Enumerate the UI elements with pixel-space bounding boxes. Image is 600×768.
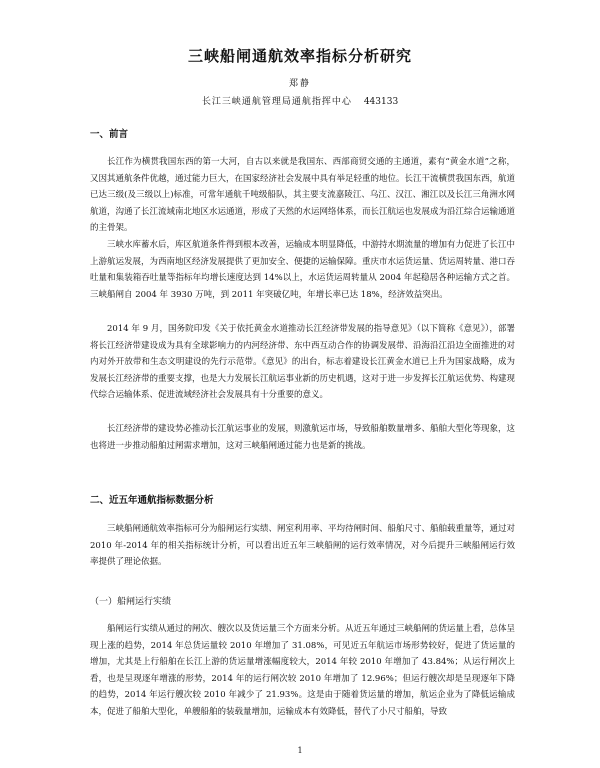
paper-title: 三峡船闸通航效率指标分析研究 xyxy=(187,47,412,65)
author-name: 郑静 xyxy=(288,79,311,89)
paragraph: 2014 年 9 月，国务院印发《关于依托黄金水道推动长江经济带发展的指导意见》（以下简称《意见》），部署将长江经济带建设成为具有全球影响力的内河经济带、东中西互动合作的协调发展带、沿海沿江沿边全面推进的对内对外开放带和生态文明建设的先行示范带。《意见》的出台，标志着建设长江黄金水道已上升为国家战略，成为发展长江经济带的重要支撑，也是大力发展长江航运事业新的历史机遇，这对于进一步发挥长江航运优势、构建现代综合运输体系、促进流域经济社会发展具有十分重要的意义。 xyxy=(90,324,516,401)
paragraph: 三峡水库蓄水后，库区航道条件得到根本改善，运输成本明显降低，中游持水期流量的增加有力促进了长江中上游航运发展，为西南地区经济发展提供了更加安全、便捷的运输保障。重庆市水运货运量、货运周转量、港口吞吐量和集装箱吞吐量等指标年均增长速度达到 14%以上，水运货运周转量从 2004 年起稳居各种运输方式之首。三峡船闸自 2004 年 3930 万吨，到 2011 年突破亿吨，年增长率已达 18%，经济效益突出。 xyxy=(90,240,516,300)
paragraph: 三峡船闸通航效率指标可分为船闸运行实绩、闸室利用率、平均待闸时间、船舶尺寸、船舶载重量等，通过对 2010 年-2014 年的相关指标统计分析，可以看出近五年三峡船闸的运行效率情况，对今后提升三峡船闸运行效率提供了理论依据。 xyxy=(90,524,516,568)
paragraph: 长江经济带的建设势必推动长江航运事业的发展，则激航运市场，导致船舶数量增多、船舶大型化等现象，这也将进一步推动船舶过闸需求增加，这对三峡船闸通过能力也是新的挑战。 xyxy=(90,424,516,451)
page-number: 1 xyxy=(297,746,303,755)
affiliation-line xyxy=(0,94,600,107)
paragraph: 船闸运行实绩从通过的闸次、艘次以及货运量三个方面来分析。从近五年通过三峡船闸的货运量上看，总体呈现上涨的趋势，2014 年总货运量较 2010 年增加了 31.08%，可见近五年航运市场形势较好，促进了货运量的增加，尤其是上行船舶在长江上游的货运量增涨幅度较大，2014 年较 2010 年增加了 43.84%；从运行闸次上看，也是呈现逐年增涨的形势，2014 年的运行闸次较 2010 年增加了 12.96%；但运行艘次却是呈现逐年下降的趋势，2014 年运行艘次较 2010 年减少了 21.93%。这是由于随着货运量的增加，航运企业为了降低运输成本，促进了船舶大型化，单艘船舶的装载量增加，运输成本有效降低，替代了小尺寸船舶，导致 xyxy=(90,624,516,717)
paragraph: 长江作为横贯我国东西的第一大河，自古以来就是我国东、西部商贸交通的主通道，素有“黄金水道”之称，又因其通航条件优越，通过能力巨大，在国家经济社会发展中具有举足轻重的地位。长江干流横贯我国东西，航道已达三级(及三级以上)标准，可常年通航千吨级船队，其主要支流嘉陵江、乌江、汉江、湘江以及长江三角洲水网航道，沟通了长江流域南北地区水运通道，形成了天然的水运网络体系，而长江航运也发展成为沿江综合运输通道的主骨架。 xyxy=(90,157,516,234)
section-heading-intro: 一、前言 xyxy=(90,129,129,140)
subsection-heading: （一）船闸运行实绩 xyxy=(90,597,172,607)
postcode: 443133 xyxy=(363,97,399,107)
section-heading-data-analysis: 二、近五年通航指标数据分析 xyxy=(90,495,214,506)
affiliation: 长江三峡通航管理局通航指挥中心 xyxy=(201,97,352,107)
